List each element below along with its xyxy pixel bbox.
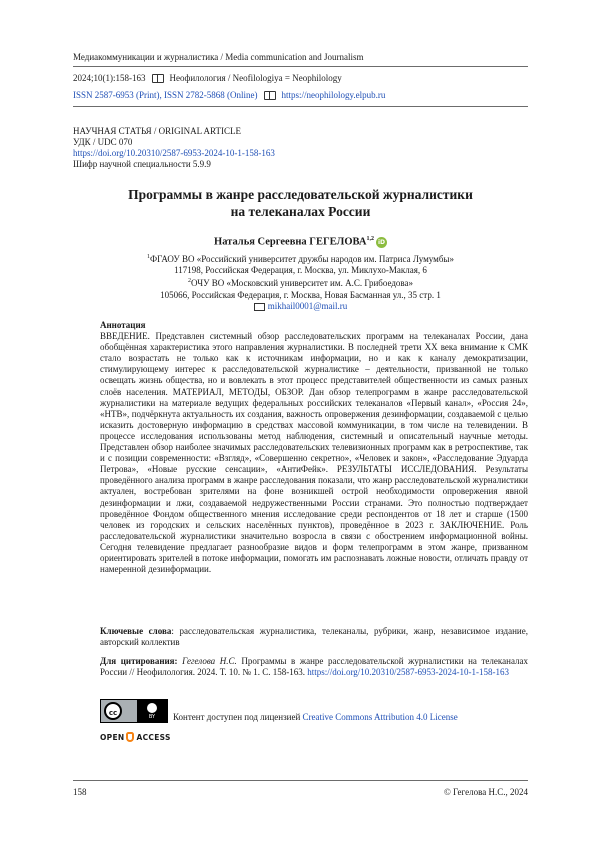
keywords-label: Ключевые слова (100, 626, 172, 636)
person-icon (147, 703, 157, 713)
affiliation-sup: 1 (147, 254, 151, 260)
series-name: Неофилология / Neofilologiya = Neophilology (169, 73, 342, 83)
affiliation-2-address: 105066, Российская Федерация, г. Москва, Новая Басманная ул., 35 стр. 1 (160, 289, 441, 300)
article-type: НАУЧНАЯ СТАТЬЯ / ORIGINAL ARTICLE (73, 126, 241, 136)
citation-text: Программы в жанре расследовательской журналистики на телеканалах России // Неофилология. 2024. Т. 10. № 1. С. 158-163. (100, 656, 529, 678)
open-access-access: ACCESS (136, 732, 171, 742)
author-sup: 1,2 (366, 236, 374, 242)
citation-author: Гегелова Н.С. (182, 656, 237, 666)
orcid-icon[interactable]: iD (377, 238, 385, 246)
doi-link[interactable]: https://doi.org/10.20310/2587-6953-2024-10-1-158-163 (73, 148, 275, 158)
affiliation-1-address: 117198, Российская Федерация, г. Москва, ул. Миклухо-Маклая, 6 (174, 265, 427, 276)
affiliation-sup: 2 (187, 278, 191, 285)
by-label: BY (148, 713, 156, 720)
affiliation-org: ФГАОУ ВО «Российский университет дружбы народов им. Патриса Лумумбы» (150, 254, 454, 264)
open-access-open: OPEN (100, 732, 125, 742)
affiliation-org: ОЧУ ВО «Московский университет им. А.С. Грибоедова» (190, 278, 414, 289)
page-number: 158 (73, 787, 87, 797)
issn-line (73, 90, 385, 100)
author-line (73, 236, 528, 248)
udc: УДК / UDC 070 (73, 137, 133, 147)
citation-label: Для цитирования: (100, 656, 178, 666)
issue-line (73, 73, 342, 83)
specialty-code: Шифр научной специальности 5.9.9 (73, 159, 211, 169)
keywords-text: : расследовательская журналистика, телеканалы, рубрики, жанр, независимое издание, авторский коллектив (100, 626, 528, 648)
cc-icon: cc (104, 702, 122, 720)
journal-name: Медиакоммуникации и журналистика / Media communication and Journalism (73, 52, 364, 62)
affiliations (73, 252, 528, 312)
email-link[interactable]: mikhail0001@mail.ru (267, 300, 348, 311)
website-link[interactable]: https://neophilology.elpub.ru (281, 90, 386, 100)
author-name: Наталья Сергеевна ГЕГЕЛОВА (214, 236, 367, 248)
license-line (173, 712, 458, 722)
header-rule (73, 66, 528, 67)
footer-rule (73, 780, 528, 781)
title-line: на телеканалах России (230, 204, 371, 219)
copyright: © Гегелова Н.С., 2024 (443, 787, 528, 797)
open-access-logo (100, 732, 171, 742)
book-icon (264, 91, 276, 100)
envelope-icon (254, 303, 265, 311)
cc-by-badge[interactable] (100, 699, 168, 723)
affiliation-2 (73, 276, 528, 289)
issn-text: ISSN 2587-6953 (Print), ISSN 2782-5868 (Online) (73, 90, 258, 100)
issue-number: 2024;10(1):158-163 (73, 73, 146, 83)
license-text: Контент доступен под лицензией (173, 712, 303, 722)
by-block (137, 700, 167, 722)
book-icon (152, 74, 164, 83)
affiliation-1 (73, 252, 528, 265)
title-line: Программы в жанре расследовательской журналистики (128, 187, 473, 202)
article-meta (73, 126, 275, 170)
page-footer (73, 787, 528, 797)
email-line (73, 301, 528, 312)
article-title (73, 186, 528, 220)
header-rule-bottom (73, 106, 528, 107)
license-link[interactable]: Creative Commons Attribution 4.0 License (302, 712, 458, 722)
abstract-text: ВВЕДЕНИЕ. Представлен системный обзор расследовательских программ на телеканалах России, дана обобщённая характеристика этого направления журналистики. В последней трети XX века внимание к СМК стало возрастать не только как к источникам информации, но и как к каналу демократизации, стимулирующему интерес к расследовательской журналистике – деятельности, призванной не только освещать жизнь общества, но и вовлекать в этот процесс представителей общественности из самых разных слоёв населения. МАТЕРИАЛ, МЕТОДЫ, ОБЗОР. Дан обзор телепрограмм в жанре расследовательской журналистики на материале ведущих федеральных российских телеканалов «Первый канал», «Россия 24», «НТВ», подчёркнута актуальность их создания, важность опровержения дезинформации, создаваемой с целью исказить достоверную информацию в средствах массовой коммуникации, в том числе на телевидении. В процессе исследования использованы метод наблюдения, системный и описательный научные методы. Представлен обзор наиболее значимых расследовательских телевизионных программ как в ретроспективе, так и с позиции современности: «Взгляд», «Совершенно секретно», «Человек и закон», «Расследование Эдуарда Петрова», «Новые русские сенсации», «АнтиФейк». РЕЗУЛЬТАТЫ ИССЛЕДОВАНИЯ. Результаты проведённого анализа программ в жанре расследования показали, что жанр расследовательской журналистики актуален, востребован зрителями на фоне возникшей острой необходимости опровержения явной дезинформации и лжи, создаваемой недружественными России странами. Это полностью подтверждает проведённое Фондом общественного мнения исследование среди респондентов от 18 лет и старше (1500 человек из городских и сельских населённых пунктов), проведённое в 2023 г. ЗАКЛЮЧЕНИЕ. Роль расследовательской журналистики значительно возросла в связи с обострением информационной войны. Сегодня телевидение предлагает разнообразие видов и форм телепрограмм в этом жанре, призванном ориентировать зрителей в потоке информации, помогать им распознавать ложные новости, отличать правду от намеренной дезинформации. (100, 331, 528, 575)
abstract-heading: Аннотация (100, 320, 146, 330)
citation-doi-link[interactable]: https://doi.org/10.20310/2587-6953-2024-10-1-158-163 (307, 667, 510, 678)
abstract (100, 320, 528, 575)
keywords (100, 626, 528, 648)
citation (100, 656, 528, 678)
open-lock-icon (126, 732, 134, 742)
